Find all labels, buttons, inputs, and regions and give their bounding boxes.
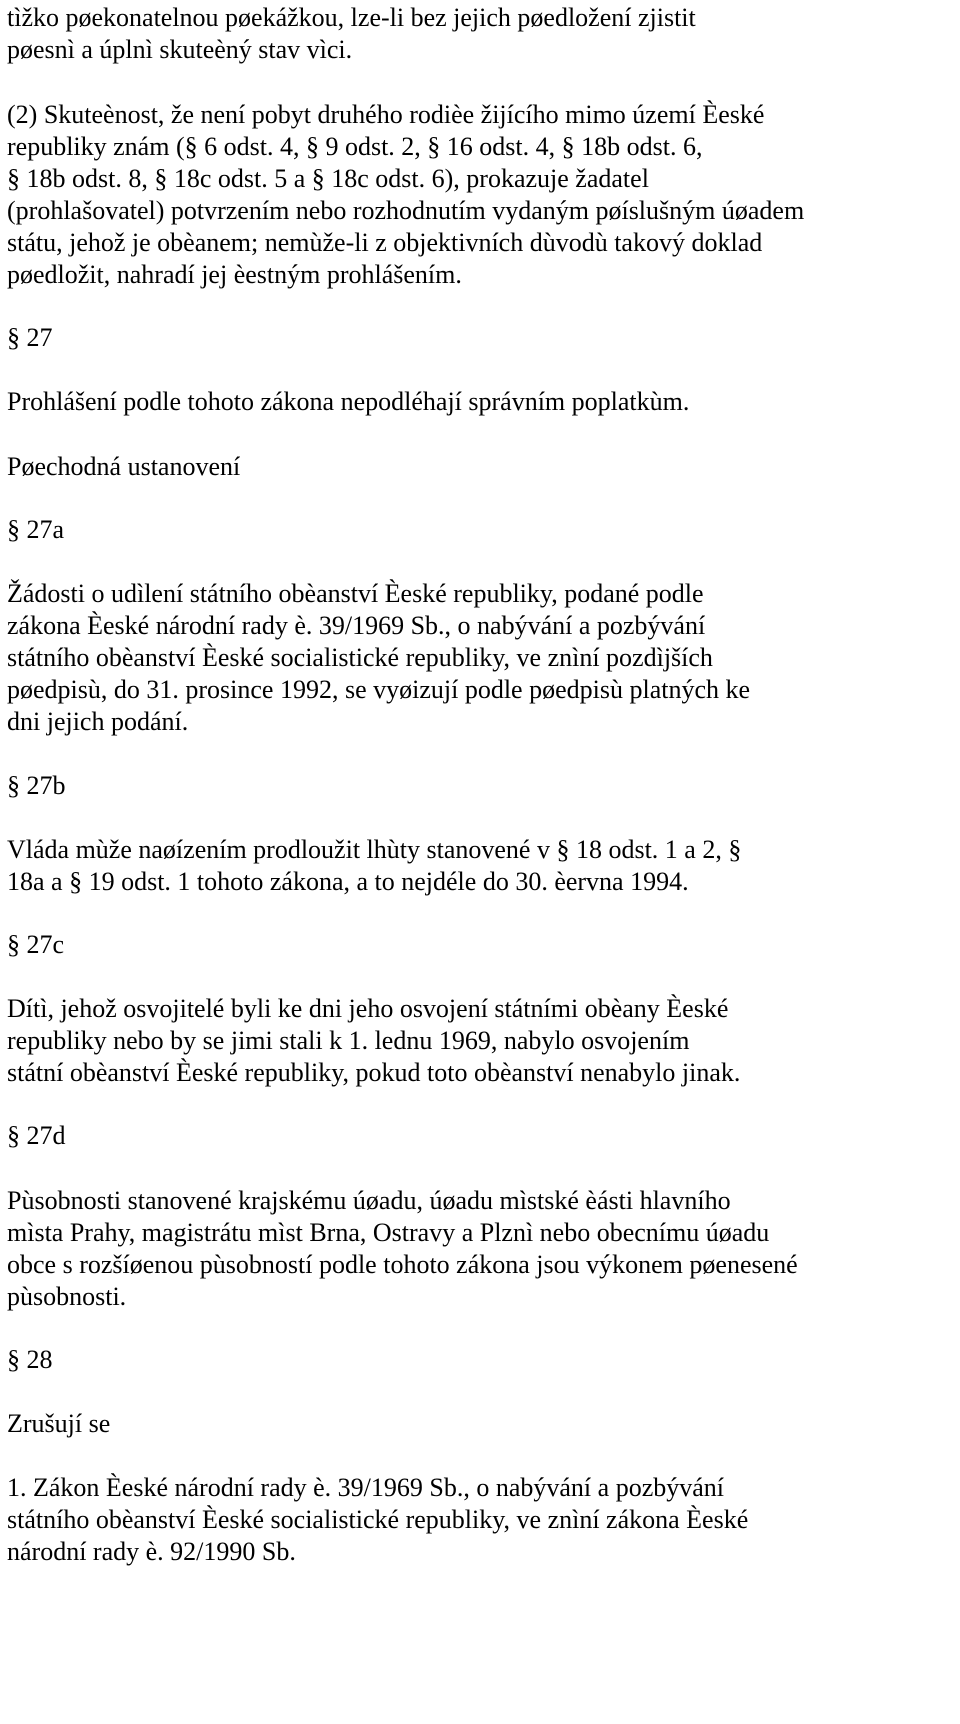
text-line: obce s rozšíøenou pùsobností podle tohoto zákona jsou výkonem pøenesené bbox=[7, 1250, 798, 1279]
section-title: Pøechodná ustanovení bbox=[7, 452, 241, 481]
text-line: Pùsobnosti stanovené krajskému úøadu, úøadu mìstské èásti hlavního bbox=[7, 1186, 731, 1215]
section-heading: § 28 bbox=[7, 1345, 53, 1374]
text-line: 1. Zákon Èeské národní rady è. 39/1969 Sb., o nabývání a pozbývání bbox=[7, 1473, 724, 1502]
text-line: republiky znám (§ 6 odst. 4, § 9 odst. 2, § 16 odst. 4, § 18b odst. 6, bbox=[7, 132, 703, 161]
text-line: Zrušují se bbox=[7, 1409, 111, 1438]
text-line: státu, jehož je obèanem; nemùže-li z objektivních dùvodù takový doklad bbox=[7, 228, 763, 257]
text-line: § 18b odst. 8, § 18c odst. 5 a § 18c odst. 6), prokazuje žadatel bbox=[7, 164, 649, 193]
text-line: státního obèanství Èeské socialistické republiky, ve znìní zákona Èeské bbox=[7, 1505, 749, 1534]
text-line: 18a a § 19 odst. 1 tohoto zákona, a to nejdéle do 30. èervna 1994. bbox=[7, 867, 689, 896]
text-line: pøesnì a úplnì skuteèný stav vìci. bbox=[7, 35, 353, 64]
text-line: Žádosti o udìlení státního obèanství Èeské republiky, podané podle bbox=[7, 579, 704, 608]
text-line: zákona Èeské národní rady è. 39/1969 Sb., o nabývání a pozbývání bbox=[7, 611, 706, 640]
text-line: Dítì, jehož osvojitelé byli ke dni jeho osvojení státními obèany Èeské bbox=[7, 994, 729, 1023]
text-line: Prohlášení podle tohoto zákona nepodléhají správním poplatkùm. bbox=[7, 387, 690, 416]
text-line: státního obèanství Èeské socialistické republiky, ve znìní pozdìjších bbox=[7, 643, 713, 672]
section-heading: § 27b bbox=[7, 771, 66, 800]
text-line: republiky nebo by se jimi stali k 1. lednu 1969, nabylo osvojením bbox=[7, 1026, 690, 1055]
text-line: tìžko pøekonatelnou pøekážkou, lze-li bez jejich pøedložení zjistit bbox=[7, 3, 696, 32]
text-line: pøedpisù, do 31. prosince 1992, se vyøizují podle pøedpisù platných ke bbox=[7, 675, 751, 704]
text-line: Vláda mùže naøízením prodloužit lhùty stanovené v § 18 odst. 1 a 2, § bbox=[7, 835, 742, 864]
section-heading: § 27c bbox=[7, 930, 65, 959]
text-line: dni jejich podání. bbox=[7, 707, 189, 736]
section-heading: § 27d bbox=[7, 1121, 66, 1150]
text-line: mìsta Prahy, magistrátu mìst Brna, Ostravy a Plznì nebo obecnímu úøadu bbox=[7, 1218, 770, 1247]
text-line: národní rady è. 92/1990 Sb. bbox=[7, 1537, 296, 1566]
text-line: státní obèanství Èeské republiky, pokud toto obèanství nenabylo jinak. bbox=[7, 1058, 741, 1087]
text-line: (prohlašovatel) potvrzením nebo rozhodnutím vydaným pøíslušným úøadem bbox=[7, 196, 805, 225]
section-heading: § 27a bbox=[7, 515, 65, 544]
section-heading: § 27 bbox=[7, 323, 53, 352]
text-line: pùsobnosti. bbox=[7, 1282, 127, 1311]
text-line: (2) Skuteènost, že není pobyt druhého rodièe žijícího mimo území Èeské bbox=[7, 100, 765, 129]
text-line: pøedložit, nahradí jej èestným prohlášením. bbox=[7, 260, 462, 289]
